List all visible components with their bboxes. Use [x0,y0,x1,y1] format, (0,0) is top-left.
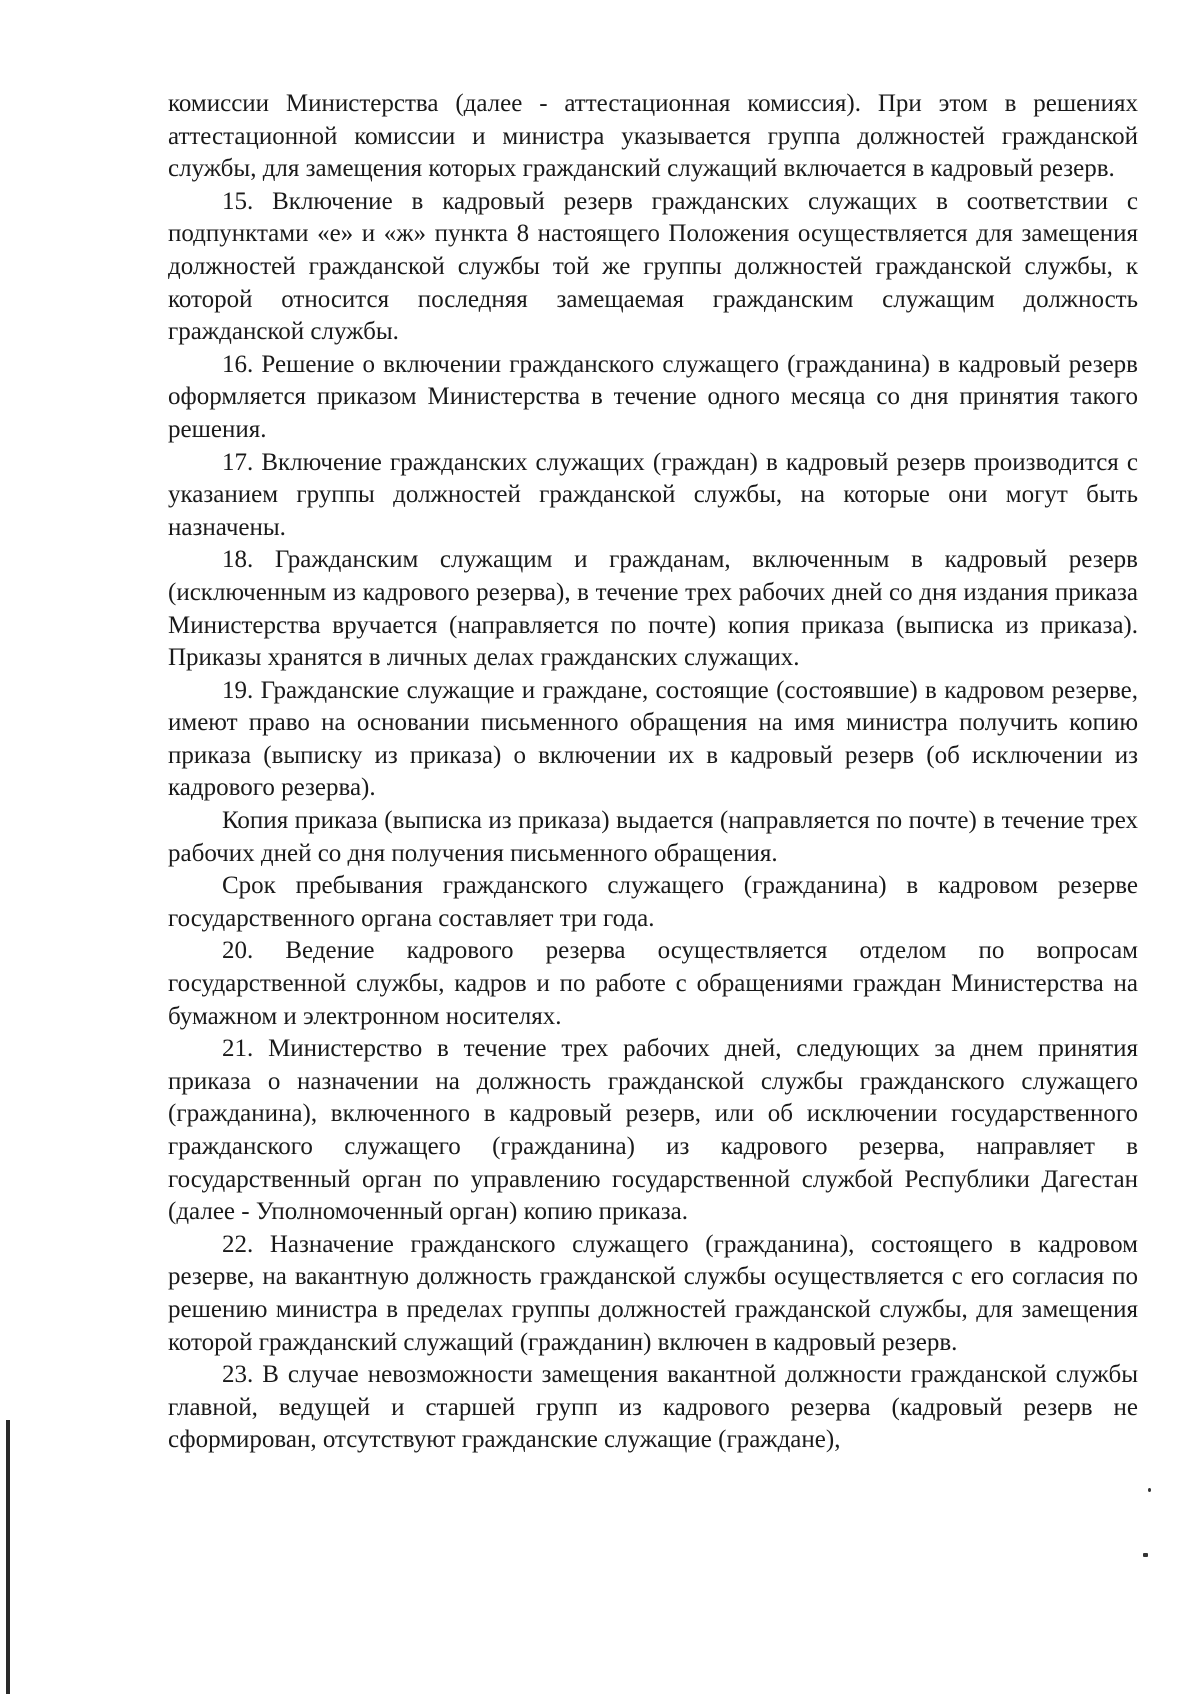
paragraph-17: 17. Включение гражданских служащих (граждан) в кадровый резерв производится с указанием группы должностей гражданской службы, на которые они могут быть назначены. [168,448,1138,541]
scan-speck [1148,1488,1151,1492]
scan-speck [1143,1553,1148,1557]
paragraph-16: 16. Решение о включении гражданского служащего (гражданина) в кадровый резерв оформляется приказом Министерства в течение одного месяца со дня принятия такого решения. [168,350,1138,443]
paragraph-23: 23. В случае невозможности замещения вакантной должности гражданской службы главной, ведущей и старшей групп из кадрового резерва (кадровый резерв не сформирован, отсутствуют гражданские служащие (граждане), [168,1361,1138,1454]
paragraph-21: 21. Министерство в течение трех рабочих дней, следующих за днем принятия приказа о назначении на должность гражданской службы гражданского служащего (гражданина), включенного в кадровый резерв, или об исключении государственного гражданского служащего (гражданина) из кадрового резерва, направляет в государственный орган по управлению государственной службой Республики Дагестан (далее - Уполномоченный орган) копию приказа. [168,1035,1138,1226]
document-body [168,88,1138,1457]
paragraph-22: 22. Назначение гражданского служащего (гражданина), состоящего в кадровом резерве, на вакантную должность гражданской службы осуществляется с его согласия по решению министра в пределах группы должностей гражданской службы, для замещения которой гражданский служащий (гражданин) включен в кадровый резерв. [168,1230,1138,1356]
paragraph-15: 15. Включение в кадровый резерв гражданских служащих в соответствии с подпунктами «е» и «ж» пункта 8 настоящего Положения осуществляется для замещения должностей гражданской службы той же группы должностей гражданской службы, к которой относится последняя замещаемая гражданским служащим должность гражданской службы. [168,187,1138,346]
paragraph-14-continuation: комиссии Министерства (далее - аттестационная комиссия). При этом в решениях аттестационной комиссии и министра указывается группа должностей гражданской службы, для замещения которых гражданский служащий включается в кадровый резерв. [168,90,1138,183]
paragraph-18: 18. Гражданским служащим и гражданам, включенным в кадровый резерв (исключенным из кадрового резерва), в течение трех рабочих дней со дня издания приказа Министерства вручается (направляется по почте) копия приказа (выписка из приказа). Приказы хранятся в личных делах гражданских служащих. [168,546,1138,672]
paragraph-19: 19. Гражданские служащие и граждане, состоящие (состоявшие) в кадровом резерве, имеют право на основании письменного обращения на имя министра получить копию приказа (выписку из приказа) о включении их в кадровый резерв (об исключении из кадрового резерва). [168,676,1138,802]
paragraph-19-term: Срок пребывания гражданского служащего (гражданина) в кадровом резерве государственного органа составляет три года. [168,872,1138,932]
paragraph-19-copy: Копия приказа (выписка из приказа) выдается (направляется по почте) в течение трех рабочих дней со дня получения письменного обращения. [168,807,1138,867]
scan-edge-mark [6,1420,10,1694]
paragraph-20: 20. Ведение кадрового резерва осуществляется отделом по вопросам государственной службы, кадров и по работе с обращениями граждан Министерства на бумажном и электронном носителях. [168,937,1138,1030]
